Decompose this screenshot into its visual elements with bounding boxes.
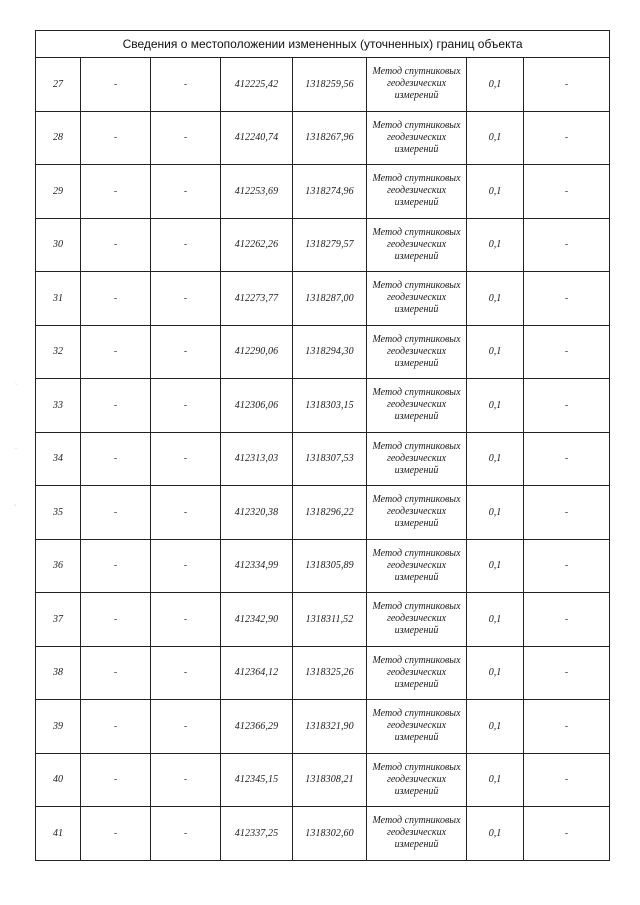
method-text-line: геодезических [386,131,447,143]
method-text-line: Метод спутниковых [372,601,461,613]
method-text-line: геодезических [386,827,447,839]
blank-cell: - [524,218,610,272]
blank-cell: - [151,539,221,593]
method-text-line: измерений [394,839,439,851]
method-cell [367,218,467,272]
method-text-line: Метод спутниковых [372,333,461,345]
method-text-line: Метод спутниковых [372,173,461,185]
blank-cell: - [151,753,221,807]
blank-cell: - [524,807,610,861]
method-text-line: Метод спутниковых [372,815,461,827]
x-coordinate-cell: 412262,26 [221,218,293,272]
blank-cell: - [524,379,610,433]
method-text-line: Метод спутниковых [372,119,461,131]
blank-cell: - [524,486,610,540]
point-number-cell: 29 [36,165,81,219]
blank-cell: - [151,272,221,326]
point-number-cell: 28 [36,111,81,165]
blank-cell: - [151,646,221,700]
blank-cell: - [151,111,221,165]
blank-cell: - [524,432,610,486]
point-number-cell: 41 [36,807,81,861]
x-coordinate-cell: 412253,69 [221,165,293,219]
x-coordinate-cell: 412334,99 [221,539,293,593]
y-coordinate-cell: 1318325,26 [293,646,367,700]
y-coordinate-cell: 1318287,00 [293,272,367,326]
precision-cell: 0,1 [467,539,524,593]
method-text-line: геодезических [386,452,447,464]
precision-cell: 0,1 [467,325,524,379]
x-coordinate-cell: 412240,74 [221,111,293,165]
precision-cell: 0,1 [467,218,524,272]
table-row [36,432,610,486]
blank-cell: - [151,218,221,272]
table-row [36,486,610,540]
method-cell [367,272,467,326]
table-row [36,593,610,647]
method-text-line: измерений [394,678,439,690]
point-number-cell: 40 [36,753,81,807]
table-row [36,807,610,861]
y-coordinate-cell: 1318307,53 [293,432,367,486]
blank-cell: - [81,272,151,326]
y-coordinate-cell: 1318311,52 [293,593,367,647]
blank-cell: - [81,432,151,486]
x-coordinate-cell: 412364,12 [221,646,293,700]
x-coordinate-cell: 412337,25 [221,807,293,861]
method-text-line: Метод спутниковых [372,387,461,399]
scan-speck: ·· [14,446,18,452]
method-text-line: Метод спутниковых [372,547,461,559]
method-text-line: измерений [394,250,439,262]
blank-cell: - [81,379,151,433]
y-coordinate-cell: 1318308,21 [293,753,367,807]
method-text-line: измерений [394,357,439,369]
method-cell [367,111,467,165]
blank-cell: - [81,325,151,379]
point-number-cell: 27 [36,58,81,112]
blank-cell: - [81,486,151,540]
blank-cell: - [524,325,610,379]
blank-cell: - [524,700,610,754]
blank-cell: - [81,593,151,647]
x-coordinate-cell: 412313,03 [221,432,293,486]
method-text-line: Метод спутниковых [372,280,461,292]
precision-cell: 0,1 [467,753,524,807]
point-number-cell: 33 [36,379,81,433]
point-number-cell: 36 [36,539,81,593]
method-text-line: геодезических [386,238,447,250]
point-number-cell: 39 [36,700,81,754]
method-text-line: геодезических [386,78,447,90]
x-coordinate-cell: 412306,06 [221,379,293,433]
blank-cell: - [81,646,151,700]
blank-cell: - [81,807,151,861]
blank-cell: - [524,272,610,326]
y-coordinate-cell: 1318296,22 [293,486,367,540]
precision-cell: 0,1 [467,111,524,165]
table-row [36,58,610,112]
table-row [36,379,610,433]
point-number-cell: 31 [36,272,81,326]
blank-cell: - [151,593,221,647]
scan-speck: ˙· [14,382,18,388]
precision-cell: 0,1 [467,700,524,754]
precision-cell: 0,1 [467,593,524,647]
point-number-cell: 38 [36,646,81,700]
blank-cell: - [524,539,610,593]
method-text-line: геодезических [386,613,447,625]
method-text-line: геодезических [386,559,447,571]
table-row [36,218,610,272]
method-cell [367,700,467,754]
blank-cell: - [524,593,610,647]
method-cell [367,165,467,219]
blank-cell: - [151,379,221,433]
blank-cell: - [151,325,221,379]
method-text-line: Метод спутниковых [372,66,461,78]
method-cell [367,593,467,647]
blank-cell: - [524,165,610,219]
blank-cell: - [151,58,221,112]
blank-cell: - [151,700,221,754]
method-text-line: измерений [394,785,439,797]
method-cell [367,432,467,486]
method-text-line: геодезических [386,399,447,411]
method-text-line: измерений [394,411,439,423]
blank-cell: - [524,111,610,165]
method-cell [367,58,467,112]
table-row [36,165,610,219]
method-text-line: измерений [394,464,439,476]
precision-cell: 0,1 [467,486,524,540]
method-cell [367,486,467,540]
table-row [36,111,610,165]
precision-cell: 0,1 [467,58,524,112]
blank-cell: - [81,539,151,593]
blank-cell: - [524,646,610,700]
table-row [36,753,610,807]
table-row [36,646,610,700]
method-text-line: Метод спутниковых [372,494,461,506]
boundary-coordinates-table [35,30,610,861]
x-coordinate-cell: 412290,06 [221,325,293,379]
method-text-line: Метод спутниковых [372,226,461,238]
method-text-line: измерений [394,90,439,102]
method-text-line: Метод спутниковых [372,761,461,773]
method-cell [367,646,467,700]
blank-cell: - [81,165,151,219]
method-text-line: измерений [394,732,439,744]
precision-cell: 0,1 [467,432,524,486]
point-number-cell: 32 [36,325,81,379]
point-number-cell: 34 [36,432,81,486]
method-text-line: Метод спутниковых [372,654,461,666]
x-coordinate-cell: 412342,90 [221,593,293,647]
y-coordinate-cell: 1318279,57 [293,218,367,272]
table-row [36,272,610,326]
y-coordinate-cell: 1318294,30 [293,325,367,379]
method-text-line: измерений [394,304,439,316]
y-coordinate-cell: 1318274,96 [293,165,367,219]
blank-cell: - [81,700,151,754]
method-text-line: измерений [394,625,439,637]
x-coordinate-cell: 412366,29 [221,700,293,754]
precision-cell: 0,1 [467,272,524,326]
method-text-line: геодезических [386,666,447,678]
blank-cell: - [81,58,151,112]
y-coordinate-cell: 1318303,15 [293,379,367,433]
table-row [36,539,610,593]
method-text-line: Метод спутниковых [372,708,461,720]
method-cell [367,807,467,861]
blank-cell: - [81,753,151,807]
scan-speck: ◦ [14,503,17,509]
x-coordinate-cell: 412273,77 [221,272,293,326]
method-text-line: измерений [394,518,439,530]
y-coordinate-cell: 1318305,89 [293,539,367,593]
blank-cell: - [151,165,221,219]
point-number-cell: 30 [36,218,81,272]
precision-cell: 0,1 [467,807,524,861]
method-cell [367,325,467,379]
table-title: Сведения о местоположении измененных (уточненных) границ объекта [36,31,610,58]
point-number-cell: 37 [36,593,81,647]
x-coordinate-cell: 412320,38 [221,486,293,540]
x-coordinate-cell: 412345,15 [221,753,293,807]
method-text-line: геодезических [386,185,447,197]
method-text-line: геодезических [386,506,447,518]
method-cell [367,539,467,593]
blank-cell: - [151,486,221,540]
table-row [36,700,610,754]
blank-cell: - [151,432,221,486]
method-text-line: измерений [394,571,439,583]
y-coordinate-cell: 1318267,96 [293,111,367,165]
blank-cell: - [81,111,151,165]
boundary-table-sheet [35,30,609,861]
x-coordinate-cell: 412225,42 [221,58,293,112]
precision-cell: 0,1 [467,646,524,700]
method-text-line: геодезических [386,720,447,732]
method-cell [367,753,467,807]
method-text-line: измерений [394,197,439,209]
point-number-cell: 35 [36,486,81,540]
precision-cell: 0,1 [467,379,524,433]
method-cell [367,379,467,433]
y-coordinate-cell: 1318259,56 [293,58,367,112]
y-coordinate-cell: 1318302,60 [293,807,367,861]
method-text-line: Метод спутниковых [372,440,461,452]
method-text-line: геодезических [386,292,447,304]
method-text-line: геодезических [386,773,447,785]
method-text-line: геодезических [386,345,447,357]
blank-cell: - [81,218,151,272]
blank-cell: - [524,753,610,807]
blank-cell: - [151,807,221,861]
blank-cell: - [524,58,610,112]
precision-cell: 0,1 [467,165,524,219]
y-coordinate-cell: 1318321,90 [293,700,367,754]
table-row [36,325,610,379]
method-text-line: измерений [394,143,439,155]
